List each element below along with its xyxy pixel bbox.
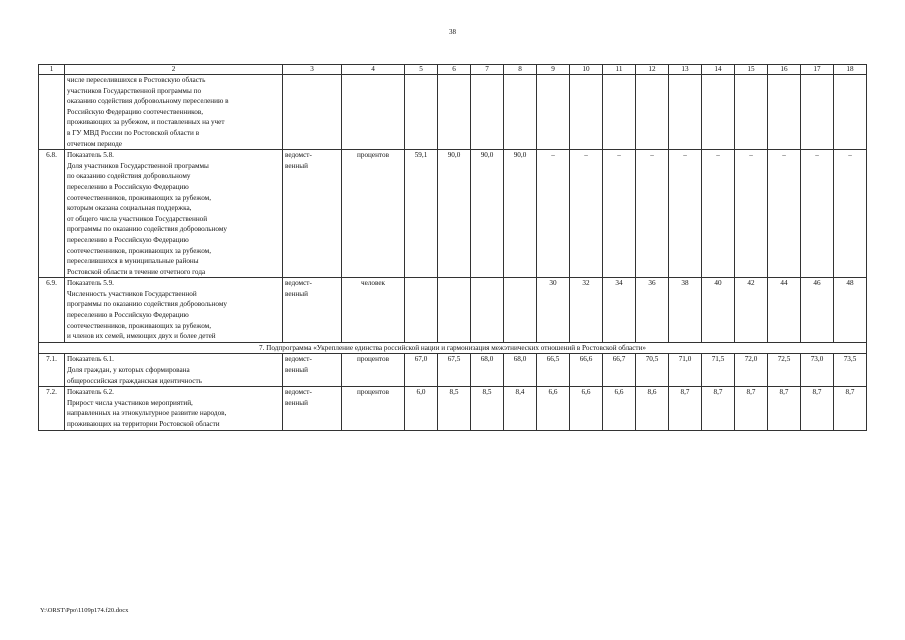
indicator-description-line: от общего числа участников Государственной	[67, 214, 208, 223]
indicator-type-line: ведомст-	[285, 388, 312, 397]
header-cell: 2	[65, 65, 283, 75]
indicator-description-line: переселению в Российскую Федерацию	[67, 235, 189, 244]
header-cell: 5	[405, 65, 438, 75]
header-cell: 12	[636, 65, 669, 75]
value-cell: 90,0	[471, 150, 504, 278]
header-cell: 10	[570, 65, 603, 75]
value-cell: 90,0	[504, 150, 537, 278]
indicator-type-line: ведомст-	[285, 279, 312, 288]
indicator-description-line: Российскую Федерацию соотечественников,	[67, 107, 204, 116]
value-cell: –	[636, 150, 669, 278]
value-cell: 72,5	[768, 354, 801, 387]
value-cell	[702, 75, 735, 150]
indicator-description-line: переселившихся в муниципальные районы	[67, 257, 199, 266]
value-cell	[537, 75, 570, 150]
value-cell	[735, 75, 768, 150]
header-cell: 17	[801, 65, 834, 75]
value-cell	[405, 278, 438, 343]
value-cell: 8,7	[834, 387, 867, 430]
indicator-description-line: числе переселившихся в Ростовскую область	[67, 76, 206, 84]
indicator-description-line: Доля участников Государственной программы	[67, 161, 209, 170]
header-cell: 14	[702, 65, 735, 75]
value-cell: 32	[570, 278, 603, 343]
value-cell	[768, 75, 801, 150]
value-cell: 67,5	[438, 354, 471, 387]
indicator-description	[65, 150, 283, 278]
row-number: 6.9.	[39, 278, 65, 343]
indicator-description-line: Показатель 6.1.	[67, 355, 114, 364]
value-cell: 8,4	[504, 387, 537, 430]
indicator-description-line: которым оказана социальная поддержка,	[67, 204, 192, 213]
value-cell: 30	[537, 278, 570, 343]
table-row	[39, 75, 867, 150]
value-cell: 70,5	[636, 354, 669, 387]
row-number: 6.8.	[39, 150, 65, 278]
indicator-description-line: общероссийская гражданская идентичность	[67, 376, 202, 385]
indicator-description	[65, 354, 283, 387]
indicator-description-line: программы по оказанию содействия добровольному	[67, 300, 227, 309]
value-cell: 72,0	[735, 354, 768, 387]
subprogram-row	[39, 342, 867, 354]
header-cell: 15	[735, 65, 768, 75]
indicator-description-line: соотечественников, проживающих за рубежом,	[67, 193, 212, 202]
value-cell: 90,0	[438, 150, 471, 278]
subprogram-title: 7. Подпрограмма «Укрепление единства российской нации и гармонизация межэтнических отношений в Ростовской области»	[39, 342, 867, 354]
value-cell	[405, 75, 438, 150]
value-cell	[603, 75, 636, 150]
value-cell: 44	[768, 278, 801, 343]
value-cell: 8,6	[636, 387, 669, 430]
indicator-description-line: Показатель 6.2.	[67, 388, 114, 397]
indicator-description-line: проживающих за рубежом, и поставленных на учет	[67, 118, 225, 127]
value-cell: 68,0	[471, 354, 504, 387]
indicator-description-line: проживающих на территории Ростовской области	[67, 420, 220, 428]
value-cell: –	[603, 150, 636, 278]
indicator-description-line: переселению в Российскую Федерацию	[67, 311, 189, 320]
indicator-description-line: Прирост числа участников мероприятий,	[67, 398, 193, 407]
indicator-description-line: Доля граждан, у которых сформирована	[67, 366, 190, 375]
indicator-description-line: Численность участников Государственной	[67, 289, 197, 298]
row-number	[39, 75, 65, 150]
value-cell: 40	[702, 278, 735, 343]
table-row	[39, 387, 867, 430]
header-row	[39, 65, 867, 75]
unit-cell: процентов	[342, 354, 405, 387]
indicator-type	[283, 278, 342, 343]
indicator-type-line: венный	[285, 289, 308, 298]
value-cell	[504, 75, 537, 150]
unit-cell: человек	[342, 278, 405, 343]
value-cell: 8,7	[768, 387, 801, 430]
header-cell: 6	[438, 65, 471, 75]
header-cell: 11	[603, 65, 636, 75]
value-cell: 6,6	[570, 387, 603, 430]
value-cell: 6,0	[405, 387, 438, 430]
value-cell: 8,7	[702, 387, 735, 430]
value-cell	[669, 75, 702, 150]
header-cell: 13	[669, 65, 702, 75]
indicator-description-line: участников Государственной программы по	[67, 86, 202, 95]
indicator-type	[283, 387, 342, 430]
indicator-type	[283, 354, 342, 387]
value-cell: –	[735, 150, 768, 278]
unit-cell: процентов	[342, 150, 405, 278]
value-cell: 73,5	[834, 354, 867, 387]
indicator-type-line: венный	[285, 366, 308, 375]
table-row	[39, 150, 867, 278]
indicator-description-line: направленных на этнокультурное развитие народов,	[67, 409, 227, 418]
indicator-description-line: Показатель 5.9.	[67, 279, 114, 288]
value-cell: 42	[735, 278, 768, 343]
footer-file-path: Y:\ORST\Ppo\1109p174.f20.docx	[40, 607, 129, 614]
value-cell	[570, 75, 603, 150]
value-cell	[471, 278, 504, 343]
header-cell: 16	[768, 65, 801, 75]
value-cell	[834, 75, 867, 150]
value-cell: –	[801, 150, 834, 278]
value-cell: –	[537, 150, 570, 278]
value-cell: 6,6	[537, 387, 570, 430]
indicator-description-line: в ГУ МВД России по Ростовской области в	[67, 128, 200, 137]
value-cell: –	[669, 150, 702, 278]
row-number: 7.1.	[39, 354, 65, 387]
value-cell: 8,7	[735, 387, 768, 430]
indicator-description-line: оказанию содействия добровольному переселению в	[67, 97, 229, 106]
indicator-type-line: венный	[285, 161, 308, 170]
indicator-description-line: Показатель 5.8.	[67, 151, 114, 160]
indicator-type-line: венный	[285, 398, 308, 407]
unit-cell: процентов	[342, 387, 405, 430]
value-cell: 8,7	[801, 387, 834, 430]
value-cell: –	[570, 150, 603, 278]
indicator-type-line: ведомст-	[285, 355, 312, 364]
indicator-description-line: переселению в Российскую Федерацию	[67, 182, 189, 191]
row-number: 7.2.	[39, 387, 65, 430]
indicator-description-line: отчетном периоде	[67, 139, 122, 148]
value-cell: 34	[603, 278, 636, 343]
indicator-description-line: программы по оказанию содействия добровольному	[67, 225, 227, 234]
value-cell	[504, 278, 537, 343]
value-cell: 66,7	[603, 354, 636, 387]
page-number: 38	[449, 28, 456, 36]
value-cell: 48	[834, 278, 867, 343]
value-cell	[342, 75, 405, 150]
value-cell: 66,6	[570, 354, 603, 387]
value-cell: –	[834, 150, 867, 278]
indicators-table	[38, 64, 867, 431]
table-row	[39, 354, 867, 387]
value-cell	[636, 75, 669, 150]
indicator-description	[65, 278, 283, 343]
value-cell	[283, 75, 342, 150]
value-cell: 73,0	[801, 354, 834, 387]
indicator-description	[65, 387, 283, 430]
value-cell: 71,5	[702, 354, 735, 387]
indicator-description-line: соотечественников, проживающих за рубежом,	[67, 246, 212, 255]
value-cell: 8,5	[438, 387, 471, 430]
table-row	[39, 278, 867, 343]
indicator-description-line: и членов их семей, имеющих двух и более детей	[67, 332, 216, 341]
value-cell: 6,6	[603, 387, 636, 430]
header-cell: 3	[283, 65, 342, 75]
value-cell: 68,0	[504, 354, 537, 387]
value-cell: 71,0	[669, 354, 702, 387]
value-cell	[801, 75, 834, 150]
indicator-description-line: по оказанию содействия добровольному	[67, 172, 191, 181]
value-cell	[438, 75, 471, 150]
header-cell: 4	[342, 65, 405, 75]
value-cell: 67,0	[405, 354, 438, 387]
header-cell: 1	[39, 65, 65, 75]
indicator-description	[65, 75, 283, 150]
value-cell: –	[702, 150, 735, 278]
value-cell: 46	[801, 278, 834, 343]
value-cell: –	[768, 150, 801, 278]
value-cell: 38	[669, 278, 702, 343]
header-cell: 9	[537, 65, 570, 75]
value-cell: 66,5	[537, 354, 570, 387]
value-cell	[471, 75, 504, 150]
value-cell	[438, 278, 471, 343]
indicator-type-line: ведомст-	[285, 151, 312, 160]
indicator-type	[283, 150, 342, 278]
header-cell: 7	[471, 65, 504, 75]
value-cell: 59,1	[405, 150, 438, 278]
header-cell: 8	[504, 65, 537, 75]
header-cell: 18	[834, 65, 867, 75]
value-cell: 8,7	[669, 387, 702, 430]
indicator-description-line: соотечественников, проживающих за рубежом,	[67, 321, 212, 330]
indicator-description-line: Ростовской области в течение отчетного года	[67, 267, 206, 276]
value-cell: 8,5	[471, 387, 504, 430]
value-cell: 36	[636, 278, 669, 343]
